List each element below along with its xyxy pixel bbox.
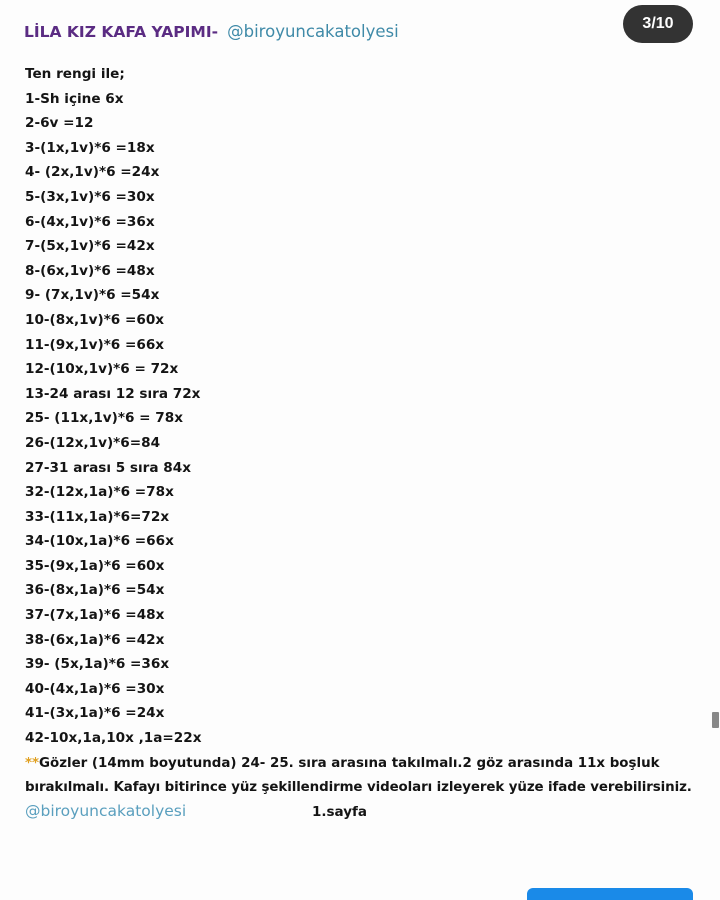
instruction-line: 35-(9x,1a)*6 =60x: [25, 557, 165, 574]
instruction-line: 7-(5x,1v)*6 =42x: [25, 238, 155, 255]
instruction-line: 3-(1x,1v)*6 =18x: [25, 139, 155, 156]
instruction-line: 4- (2x,1v)*6 =24x: [25, 164, 160, 181]
instruction-line: 34-(10x,1a)*6 =66x: [25, 533, 174, 550]
instruction-line: 41-(3x,1a)*6 =24x: [25, 705, 165, 722]
page-number-label: 1.sayfa: [312, 804, 368, 820]
instruction-line: 2-6v =12: [25, 115, 94, 132]
note-stars: **: [25, 756, 40, 771]
instruction-line: 1-Sh içine 6x: [25, 90, 124, 107]
note-line-1: Gözler (14mm boyutunda) 24- 25. sıra arasına takılmalı.2 göz arasında 11x boşluk: [39, 756, 660, 771]
scrollbar-thumb[interactable]: [712, 712, 719, 728]
page-footer: [25, 802, 625, 826]
slide-counter-badge: 3/10: [623, 5, 693, 43]
instruction-line: 13-24 arası 12 sıra 72x: [25, 385, 201, 402]
instruction-line: 9- (7x,1v)*6 =54x: [25, 287, 160, 304]
instruction-line: 5-(3x,1v)*6 =30x: [25, 188, 155, 205]
instruction-line: 11-(9x,1v)*6 =66x: [25, 336, 165, 353]
instruction-line: 38-(6x,1a)*6 =42x: [25, 631, 165, 648]
eye-placement-note: [25, 752, 715, 800]
instruction-line: 36-(8x,1a)*6 =54x: [25, 582, 165, 599]
instruction-line: 33-(11x,1a)*6=72x: [25, 508, 170, 525]
page-header: [24, 22, 399, 46]
instruction-line: 12-(10x,1v)*6 = 72x: [25, 361, 179, 378]
instruction-line: 8-(6x,1v)*6 =48x: [25, 262, 155, 279]
instruction-line: 10-(8x,1v)*6 =60x: [25, 311, 165, 328]
instruction-line: 32-(12x,1a)*6 =78x: [25, 484, 174, 501]
instruction-line: 42-10x,1a,10x ,1a=22x: [25, 730, 202, 747]
instruction-line: Ten rengi ile;: [25, 66, 125, 82]
note-line-2: bırakılmalı. Kafayı bitirince yüz şekillendirme videoları izleyerek yüze ifade verebilirsiniz.: [25, 780, 692, 795]
footer-handle: @biroyuncakatolyesi: [25, 802, 187, 820]
instruction-line: 26-(12x,1v)*6=84: [25, 434, 161, 451]
instruction-line: 39- (5x,1a)*6 =36x: [25, 656, 170, 673]
instruction-line: 40-(4x,1a)*6 =30x: [25, 680, 165, 697]
instruction-line: 37-(7x,1a)*6 =48x: [25, 607, 165, 624]
instruction-list: [25, 62, 705, 751]
instruction-line: 25- (11x,1v)*6 = 78x: [25, 410, 183, 427]
action-button[interactable]: [527, 888, 693, 900]
instruction-line: 27-31 arası 5 sıra 84x: [25, 459, 191, 476]
instruction-line: 6-(4x,1v)*6 =36x: [25, 213, 155, 230]
pattern-title: LİLA KIZ KAFA YAPIMI-: [24, 23, 219, 41]
author-handle: @biroyuncakatolyesi: [227, 22, 399, 41]
